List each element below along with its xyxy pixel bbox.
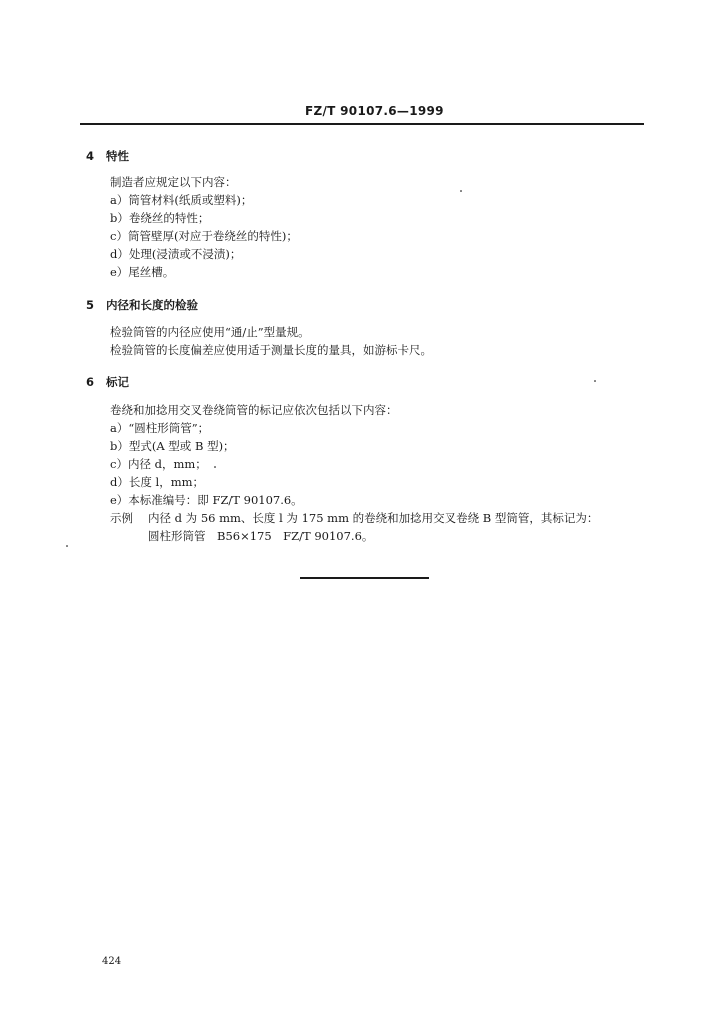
- section-6-body: [110, 401, 598, 545]
- body-line: 检验筒管的内径应使用“通/止”型量规。: [110, 325, 310, 339]
- list-item: c）筒管壁厚(对应于卷绕丝的特性)；: [110, 229, 298, 243]
- list-item: e）尾丝槽。: [110, 265, 175, 279]
- scan-speck: [460, 190, 462, 192]
- section-number: 6: [86, 375, 95, 389]
- list-item: d）处理(浸渍或不浸渍)；: [110, 247, 242, 261]
- example-marking: 圆柱形筒管 B56×175 FZ/T 90107.6。: [148, 529, 374, 543]
- section-6-heading: [86, 374, 129, 390]
- page-number: 424: [102, 956, 122, 967]
- header-divider: [80, 123, 644, 125]
- list-item: a）筒管材料(纸质或塑料)；: [110, 193, 253, 207]
- scan-speck: [594, 380, 596, 382]
- scan-speck: [66, 545, 68, 547]
- end-of-text-rule: [300, 577, 429, 579]
- section-4-body: [110, 173, 298, 281]
- section-intro: 卷绕和加捻用交叉卷绕筒管的标记应依次包括以下内容：: [110, 403, 398, 417]
- list-item: d）长度 l，mm；: [110, 475, 205, 489]
- section-title: 特性: [106, 149, 129, 163]
- body-line: 检验筒管的长度偏差应使用适于测量长度的量具，如游标卡尺。: [110, 343, 432, 357]
- section-4-heading: [86, 148, 129, 164]
- example-line: [110, 509, 598, 527]
- list-item: b）卷绕丝的特性；: [110, 211, 210, 225]
- section-intro: 制造者应规定以下内容：: [110, 175, 237, 189]
- list-item: e）本标准编号：即 FZ/T 90107.6。: [110, 493, 303, 507]
- standard-code-header: FZ/T 90107.6—1999: [305, 104, 444, 118]
- example-text: 内径 d 为 56 mm、长度 l 为 175 mm 的卷绕和加捻用交叉卷绕 B 型筒管，其标记为：: [148, 511, 599, 525]
- section-5-heading: [86, 297, 198, 313]
- section-title: 标记: [106, 375, 129, 389]
- list-item: b）型式(A 型或 B 型)；: [110, 439, 235, 453]
- section-5-body: [110, 323, 432, 359]
- scan-speck: [214, 466, 216, 468]
- example-label: 示例: [110, 511, 133, 525]
- section-number: 4: [86, 149, 95, 163]
- list-item: c）内径 d，mm；: [110, 457, 207, 471]
- section-number: 5: [86, 298, 95, 312]
- section-title: 内径和长度的检验: [106, 298, 198, 312]
- list-item: a）“圆柱形筒管”；: [110, 421, 210, 435]
